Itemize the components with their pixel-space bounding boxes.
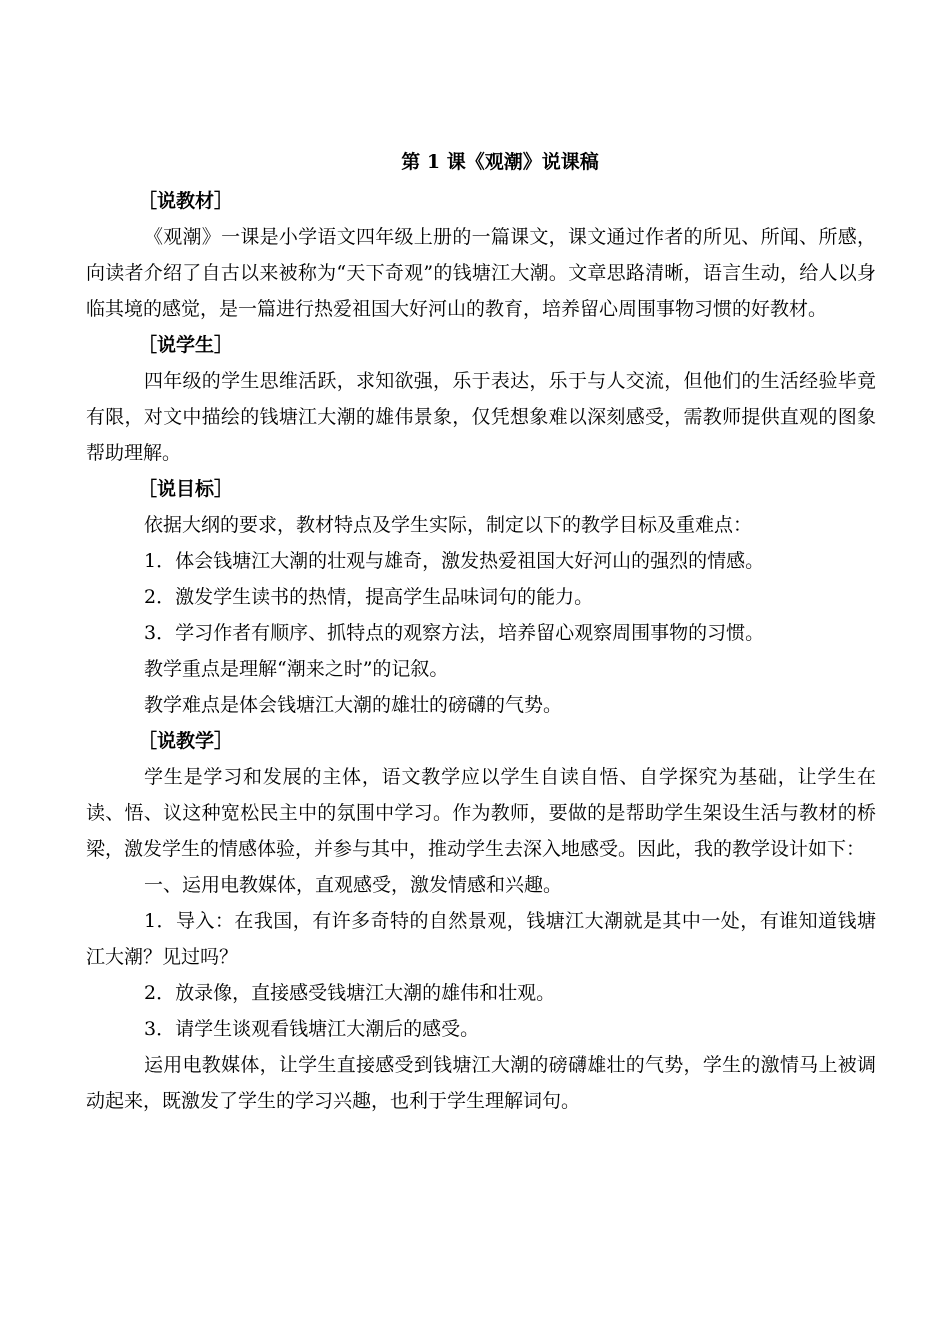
teaching-substep-2: 2．放录像，直接感受钱塘江大潮的雄伟和壮观。 <box>144 982 556 1004</box>
objective-item-1: 1．体会钱塘江大潮的壮观与雄奇，激发热爱祖国大好河山的强烈的情感。 <box>144 550 765 572</box>
objective-item-2: 2．激发学生读书的热情，提高学生品味词句的能力。 <box>144 586 594 608</box>
section-heading-students: ［说学生］ <box>138 334 234 356</box>
teaching-difficulty: 教学难点是体会钱塘江大潮的雄壮的磅礴的气势。 <box>144 694 563 716</box>
paragraph-students: 四年级的学生思维活跃，求知欲强，乐于表达，乐于与人交流，但他们的生活经验毕竟有限，对文中描绘的钱塘江大潮的雄伟景象，仅凭想象难以深刻感受，需教师提供直观的图象帮助理解。 <box>86 370 876 464</box>
teaching-step-1: 一、运用电教媒体，直观感受，激发情感和兴趣。 <box>144 874 563 896</box>
paragraph-textbook: 《观潮》一课是小学语文四年级上册的一篇课文，课文通过作者的所见、所闻、所感，向读者介绍了自古以来被称为“天下奇观”的钱塘江大潮。文章思路清晰，语言生动，给人以身临其境的感觉，是一篇进行热爱祖国大好河山的教育，培养留心周围事物习惯的好教材。 <box>86 226 876 320</box>
teaching-substep-1: 1．导入：在我国，有许多奇特的自然景观，钱塘江大潮就是其中一处，有谁知道钱塘江大潮？见过吗？ <box>86 910 876 968</box>
teaching-substep-3: 3．请学生谈观看钱塘江大潮后的感受。 <box>144 1018 480 1040</box>
teaching-key-point: 教学重点是理解“潮来之时”的记叙。 <box>144 658 449 680</box>
paragraph-teaching: 学生是学习和发展的主体，语文教学应以学生自读自悟、自学探究为基础，让学生在读、悟、议这种宽松民主中的氛围中学习。作为教师，要做的是帮助学生架设生活与教材的桥梁，激发学生的情感体验，并参与其中，推动学生去深入地感受。因此，我的教学设计如下： <box>86 766 876 860</box>
document-title: 第 1 课《观潮》说课稿 <box>401 151 599 173</box>
section-heading-teaching: ［说教学］ <box>138 730 234 752</box>
paragraph-media: 运用电教媒体，让学生直接感受到钱塘江大潮的磅礴雄壮的气势，学生的激情马上被调动起来，既激发了学生的学习兴趣，也利于学生理解词句。 <box>86 1054 876 1112</box>
objective-item-3: 3．学习作者有顺序、抓特点的观察方法，培养留心观察周围事物的习惯。 <box>144 622 765 644</box>
section-heading-objectives: ［说目标］ <box>138 478 234 500</box>
objectives-intro: 依据大纲的要求，教材特点及学生实际，制定以下的教学目标及重难点： <box>144 514 753 536</box>
section-heading-textbook: ［说教材］ <box>138 190 234 212</box>
document-body <box>86 183 876 1119</box>
